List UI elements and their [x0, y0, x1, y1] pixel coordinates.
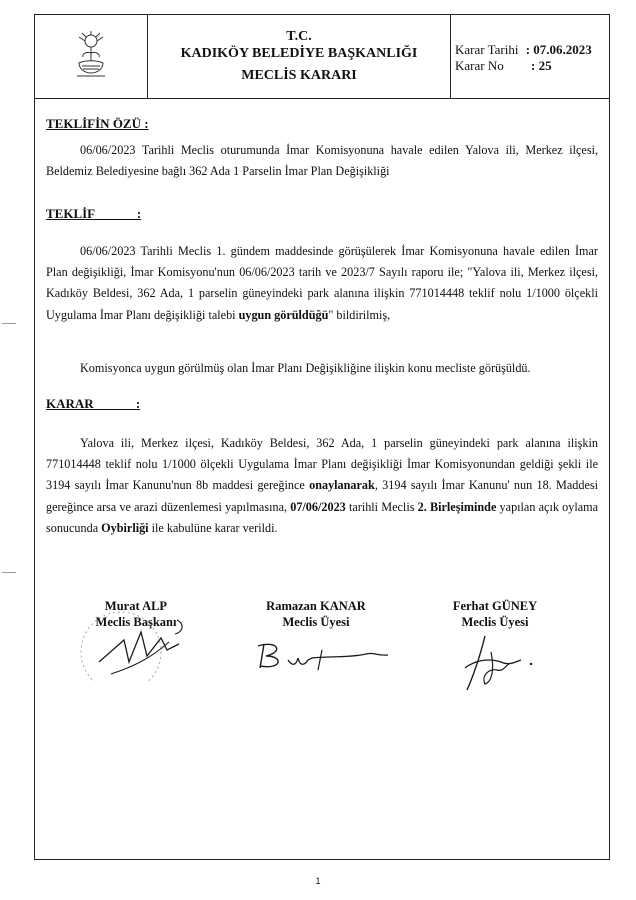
- header-meta-cell: [451, 15, 611, 98]
- signature-name: Ferhat GÜNEY: [452, 599, 538, 613]
- signature-role: Meclis Üyesi: [282, 615, 350, 629]
- signature-role: Meclis Başkanı: [95, 615, 177, 629]
- karar-text-3: tarihli Meclis: [345, 499, 418, 514]
- karar-text-1: Yalova ili, Merkez ilçesi, Kadıköy Beldesi, 362 Ada, 1 parselin güneyindeki park alanına ilişkin 771014448 teklif nolu 1/1000 ölçekli Uygulama İmar Planı değişikliği İmar Komisyonundan geldiği şekli ile 3194 sayılı İmar Kanunu'nun 8b maddesi gereğince: [46, 436, 598, 493]
- teklif-ozu-paragraph: [46, 140, 598, 182]
- decision-no-label: Karar No: [455, 58, 504, 73]
- karar-bold-4: Oybirliği: [101, 520, 149, 535]
- logo-cell: [35, 15, 148, 98]
- municipality-logo: [73, 31, 109, 79]
- karar-text-4: yapılan açık oylama sonucunda: [46, 499, 599, 535]
- header-municipality: KADIKÖY BELEDİYE BAŞKANLIĞI: [180, 46, 418, 61]
- karar-bold-3: 2. Birleşiminde: [417, 499, 497, 514]
- header-title-cell: [148, 15, 451, 98]
- karar-paragraph: [46, 433, 598, 539]
- karar-text: [46, 433, 598, 539]
- signature-stamp-mark: [69, 592, 199, 682]
- section-title-teklif-ozu: TEKLİFİN ÖZÜ :: [46, 116, 149, 131]
- teklif-text-1a: 06/06/2023 Tarihli Meclis 1. gündem maddesinde görüşülerek İmar Komisyonuna havale edilen İmar Plan değişikliği, İmar Komisyonu'nun 06/06/2023 tarih ve 2023/7 Sayılı raporu ile; "Yalova ili, Merkez ilçesi, Kadıköy Beldesi, 362 Ada, 1 parselin güneyindeki park alanına ilişkin 771014448 teklif nolu 1/1000 ölçekli Uygulama İmar Planı değişikliği talebi: [46, 244, 598, 322]
- karar-text-2: , 3194 sayılı İmar Kanunu' nun 18. Maddesi gereğince arsa ve arazi düzenlemesi yapılmasına,: [46, 478, 599, 514]
- signature-mark: [445, 632, 555, 694]
- section-title-teklif: TEKLİF :: [46, 206, 142, 221]
- decision-no-row: [455, 58, 552, 74]
- header-decision-type: MECLİS KARARI: [241, 68, 357, 83]
- teklif-text-1-bold: uygun görüldüğü: [238, 307, 329, 322]
- signature-block-member-1: [256, 598, 376, 676]
- signature-block-president: [81, 598, 191, 630]
- document-frame: [34, 14, 610, 860]
- signature-name: Murat ALP: [104, 599, 168, 613]
- karar-text-5: ile kabulüne karar verildi.: [148, 520, 278, 535]
- karar-bold-1: onaylanarak: [309, 478, 375, 493]
- decision-date-value: : 07.06.2023: [525, 42, 592, 57]
- margin-mark: [2, 323, 16, 324]
- teklif-paragraph: [46, 241, 598, 326]
- section-title-karar: KARAR :: [46, 396, 141, 411]
- decision-no-value: : 25: [530, 58, 552, 73]
- signature-mark: [248, 636, 398, 676]
- teklif-text-2: Komisyonca uygun görülmüş olan İmar Planı Değişikliğine ilişkin konu mecliste görüşüldü.: [80, 361, 531, 375]
- signature-block-member-2: [435, 598, 555, 694]
- teklif-paragraph-2: [46, 358, 598, 379]
- teklif-ozu-text: 06/06/2023 Tarihli Meclis oturumunda İmar Komisyonuna havale edilen Yalova ili, Merkez ilçesi, Beldemiz Belediyesine bağlı 362 Ada 1 Parselin İmar Plan Değişikliği: [46, 143, 598, 179]
- document-header: [35, 15, 609, 99]
- signature-role: Meclis Üyesi: [461, 615, 529, 629]
- teklif-text-1: [46, 241, 598, 326]
- decision-date-label: Karar Tarihi: [455, 42, 519, 57]
- karar-bold-2: 07/06/2023: [290, 499, 346, 514]
- margin-mark: [2, 572, 16, 573]
- page-number: 1: [315, 876, 321, 886]
- decision-date-row: [455, 42, 592, 58]
- teklif-text-1c: " bildirilmiş,: [328, 307, 391, 322]
- signature-name: Ramazan KANAR: [266, 599, 366, 613]
- header-tc: T.C.: [286, 29, 312, 44]
